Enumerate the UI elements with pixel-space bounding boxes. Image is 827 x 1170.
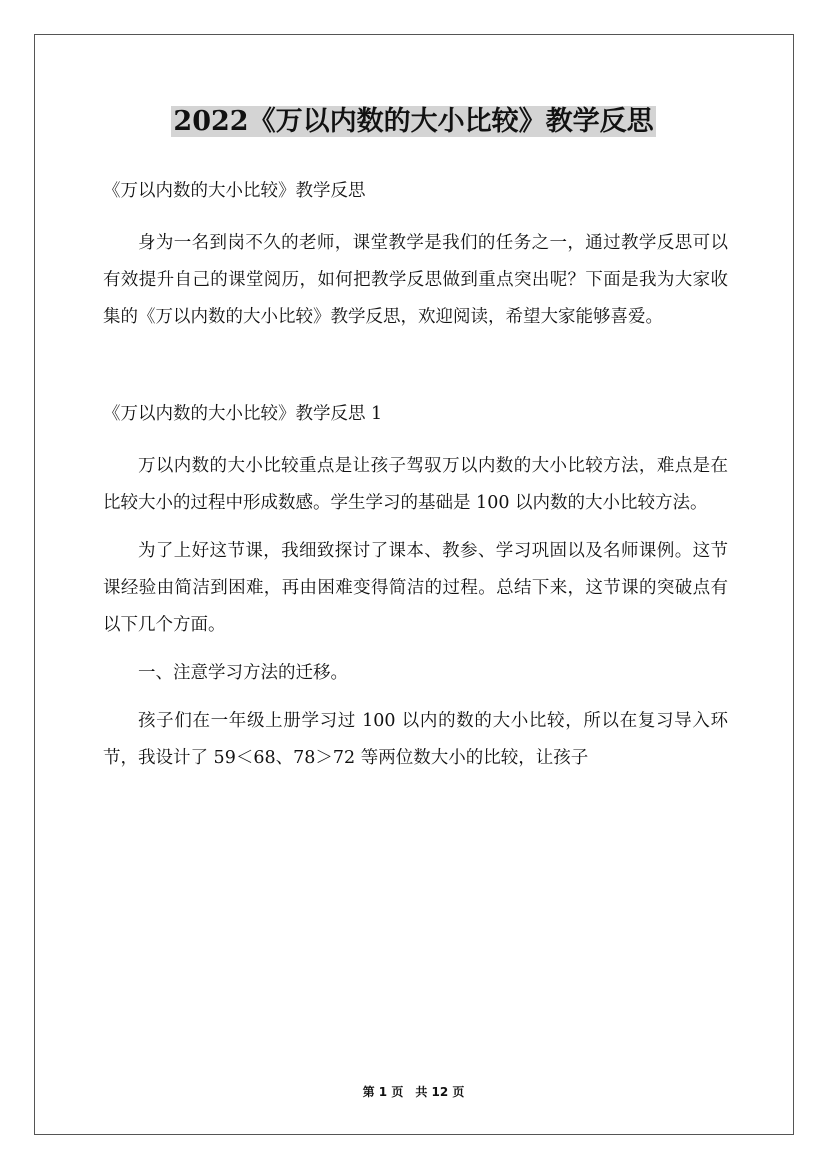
body-paragraph-3: 一、注意学习方法的迁移。 [138,663,348,683]
page-footer [0,1084,827,1100]
document-body [103,173,728,788]
section-heading: 《万以内数的大小比较》教学反思 1 [103,404,383,424]
document-subtitle: 《万以内数的大小比较》教学反思 [103,181,366,201]
body-paragraph-2: 为了上好这节课，我细致探讨了课本、教参、学习巩固以及名师课例。这节课经验由简洁到困难，再由困难变得简洁的过程。总结下来，这节课的突破点有以下几个方面。 [103,541,728,635]
document-title [0,102,827,142]
body-paragraph-1: 万以内数的大小比较重点是让孩子驾驭万以内数的大小比较方法，难点是在比较大小的过程中形成数感。学生学习的基础是 100 以内数的大小比较方法。 [103,456,728,513]
document-title-text: 2022《万以内数的大小比较》教学反思 [173,106,654,137]
page-number: 第 1 页 共 12 页 [362,1085,465,1099]
intro-paragraph: 身为一名到岗不久的老师，课堂教学是我们的任务之一，通过教学反思可以有效提升自己的课堂阅历，如何把教学反思做到重点突出呢？下面是我为大家收集的《万以内数的大小比较》教学反思，欢迎阅读，希望大家能够喜爱。 [103,233,728,327]
body-paragraph-4: 孩子们在一年级上册学习过 100 以内的数的大小比较，所以在复习导入环节，我设计了 59＜68、78＞72 等两位数大小的比较，让孩子 [103,711,728,768]
